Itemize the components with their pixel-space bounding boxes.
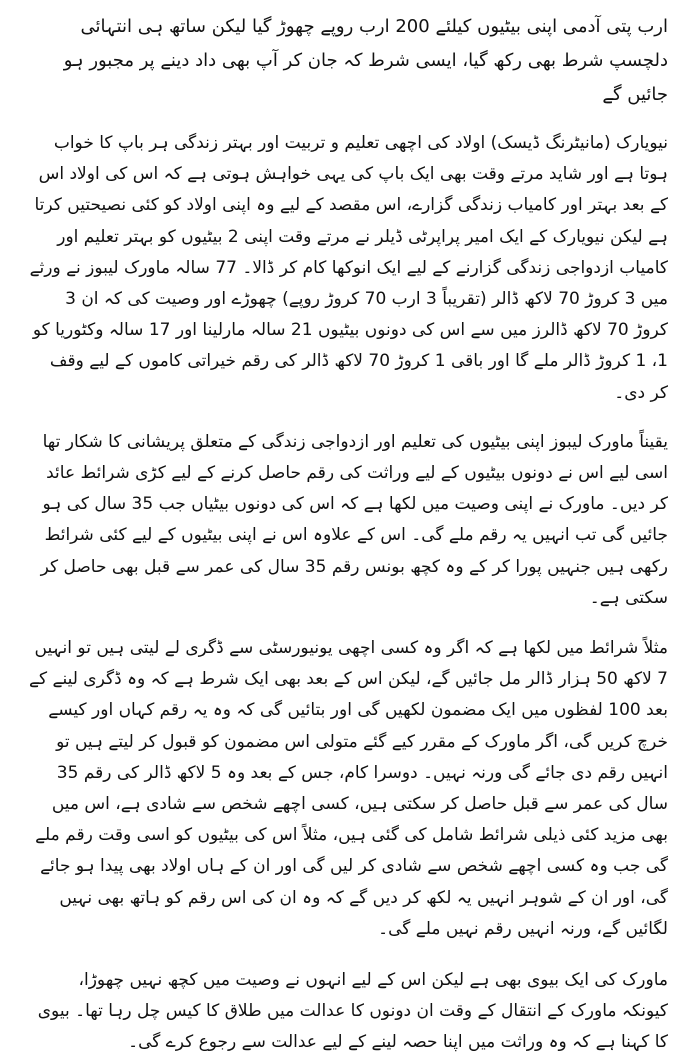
article-paragraph-2: یقیناً ماورک لیبوز اپنی بیٹیوں کی تعلیم اور ازدواجی زندگی کے متعلق پریشانی کا شکار تھا اسی لیے اس نے دونوں بیٹیوں کے لیے وراثت کی رقم حاصل کرنے کے لیے کڑی شرائط عائد کر دیں۔ ماورک نے اپنی وصیت میں لکھا ہے کہ اس کی دونوں بیٹیاں جب 35 سال کی ہو جائیں گی تب انہیں یہ رقم ملے گی۔ اس کے علاوہ اس نے اپنی بیٹیوں کے لیے کئی شرائط رکھی ہیں جنہیں پورا کر کے وہ کچھ بونس رقم 35 سال کی عمر سے قبل بھی حاصل کر سکتی ہے۔ <box>40 431 668 608</box>
article-paragraph-4: ماورک کی ایک بیوی بھی ہے لیکن اس کے لیے انہوں نے وصیت میں کچھ نہیں چھوڑا، کیونکہ ماورک کے انتقال کے وقت ان دونوں کا عدالت میں طلاق کا کیس چل رہا تھا۔ بیوی کا کہنا ہے کہ وہ وراثت میں اپنا حصہ لینے کے لیے عدالت سے رجوع کرے گی۔ <box>37 970 668 1053</box>
article-paragraph-3: مثلاً شرائط میں لکھا ہے کہ اگر وہ کسی اچھی یونیورسٹی سے ڈگری لے لیتی ہیں تو انہیں 7 لاکھ 50 ہزار ڈالر مل جائیں گے، لیکن اس کے بعد بھی ایک شرط ہے کہ وہ ڈگری لینے کے بعد 100 لفظوں میں ایک مضمون لکھیں گی اور بتائیں گی کہ وہ یہ رقم کہاں اور کیسے خرچ کریں گی، اگر ماورک کے مقرر کیے گئے متولی اس مضمون کو قبول کر لیتے ہیں تو انہیں رقم دی جائے گی ورنہ نہیں۔ دوسرا کام، جس کے بعد وہ 5 لاکھ ڈالر کی رقم 35 سال کی عمر سے قبل حاصل کر سکتی ہیں، کسی اچھے شخص سے شادی ہے، اس میں بھی مزید کئی ذیلی شرائط شامل کی گئی ہیں، مثلاً اس کی بیٹیوں کو اسی وقت رقم ملے گی جب وہ کسی اچھے شخص سے شادی کر لیں گی اور ان کے ہاں اولاد بھی پیدا ہو جائے گی، اور ان کے شوہر انہیں یہ لکھ کر دیں گے کہ وہ ان کی اس رقم کو ہاتھ بھی نہیں لگائیں گے، ورنہ انہیں رقم نہیں ملے گی۔ <box>29 638 668 939</box>
article-paragraph-1: نیویارک (مانیٹرنگ ڈیسک) اولاد کی اچھی تعلیم و تربیت اور بہتر زندگی ہر باپ کا خواب ہوتا ہے اور شاید مرتے وقت بھی ایک باپ کی یہی خواہش ہوتی ہے کہ اس کی اولاد اس کے بعد بہتر اور کامیاب زندگی گزارے، اس مقصد کے لیے وہ اپنی اولاد کو کئی نصیحتیں کرتا ہے لیکن نیویارک کے ایک امیر پراپرٹی ڈیلر نے مرتے وقت اپنی 2 بیٹیوں کو بہتر تعلیم اور کامیاب ازدواجی زندگی گزارنے کے لیے ایک انوکھا کام کر ڈالا۔ 77 سالہ ماورک لیبوز نے ورثے میں 3 کروڑ 70 لاکھ ڈالر (تقریباً 3 ارب 70 کروڑ روپے) چھوڑے اور وصیت کی کہ ان 3 کروڑ 70 لاکھ ڈالرز میں سے اس کی دونوں بیٹیوں 21 سالہ مارلینا اور 17 سالہ وکٹوریا کو 1، 1 کروڑ ڈالر ملے گا اور باقی 1 کروڑ 70 لاکھ ڈالر کی رقم خیراتی کاموں کے لیے وقف کر دی۔ <box>29 133 668 403</box>
spacer <box>28 112 668 128</box>
spacer <box>28 409 668 427</box>
article-headline: ارب پتی آدمی اپنی بیٹیوں کیلئے 200 ارب روپے چھوڑ گیا لیکن ساتھ ہی انتہائی دلچسپ شرط بھی رکھ گیا، ایسی شرط کہ جان کر آپ بھی داد دینے پر مجبور ہو جائیں گے <box>63 16 668 105</box>
spacer <box>28 945 668 965</box>
spacer <box>28 614 668 633</box>
